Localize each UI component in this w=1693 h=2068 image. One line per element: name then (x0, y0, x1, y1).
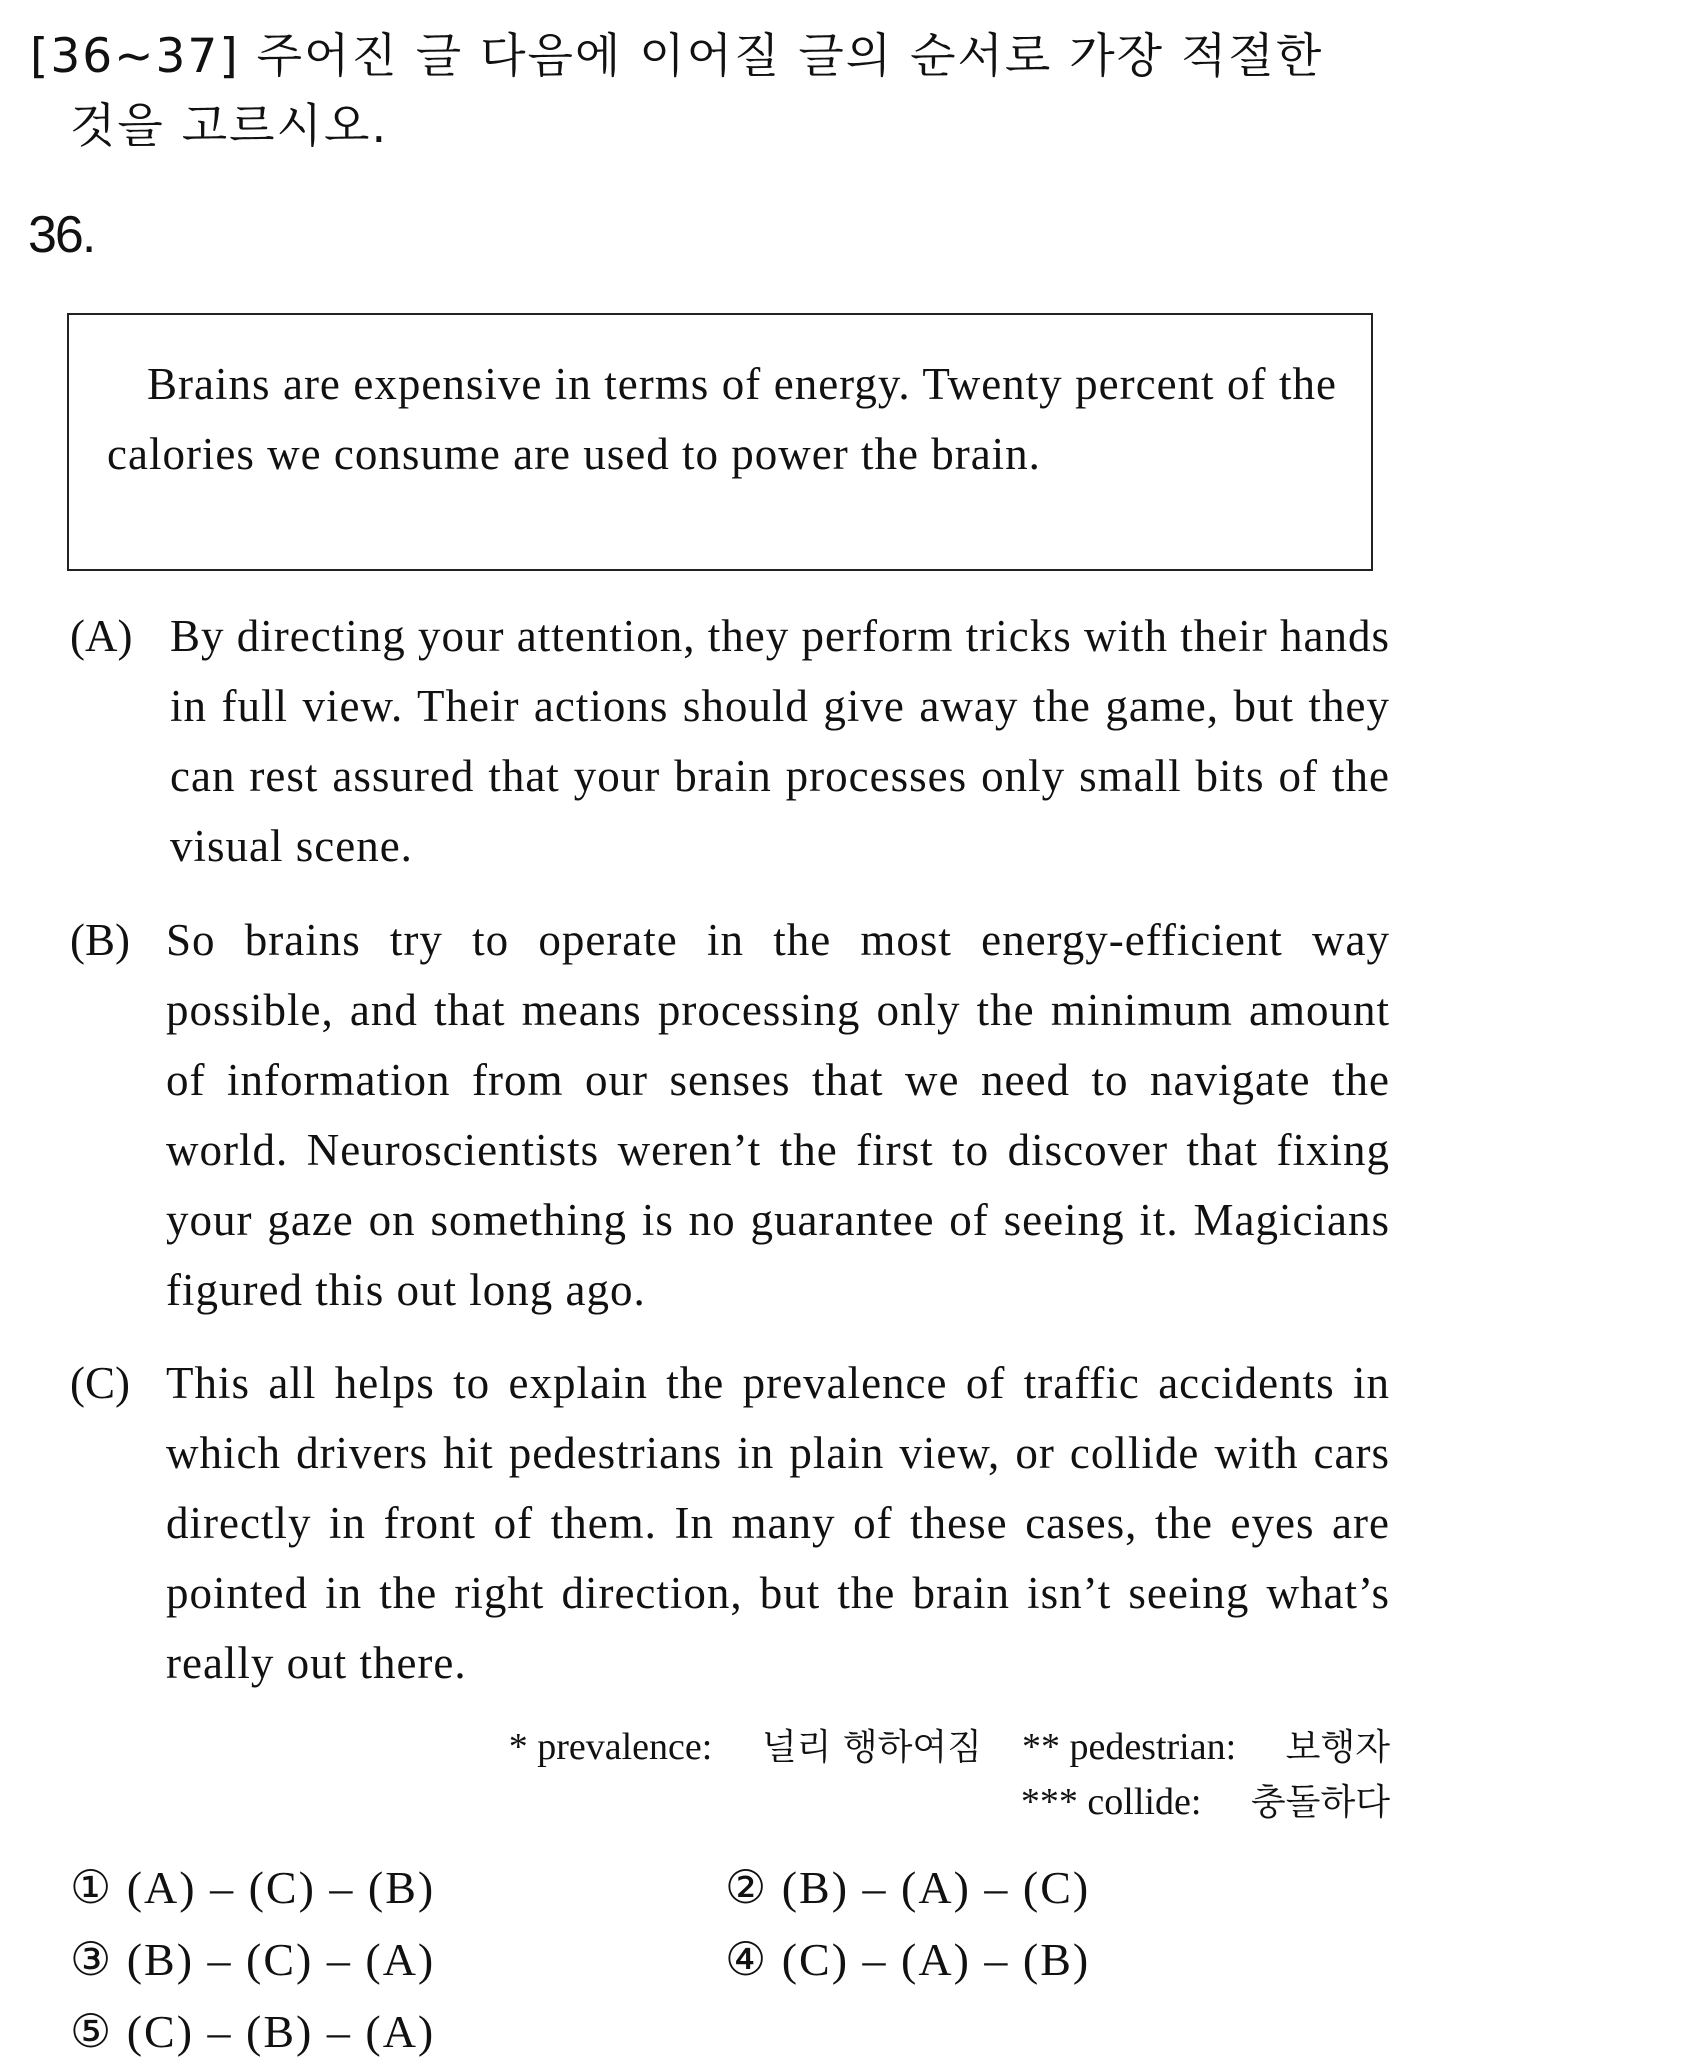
option-row-3 (70, 1996, 1390, 2068)
footnote-pedestrian (1022, 1726, 1390, 1768)
paragraph-a-label: (A) (70, 611, 133, 661)
instruction-line-1: [36~37] 주어진 글 다음에 이어질 글의 순서로 가장 적절한 (30, 29, 1324, 84)
paragraph-c-text: This all helps to explain the prevalence of traffic accidents in which drivers hit pedestrians in plain view, or collide with cars directly in front of them. In many of these cases, the eyes are pointed in the right direction, but the brain isn’t seeing what’s really out there. (166, 1358, 1390, 1688)
footnote-meaning: 널리 행하여짐 (761, 1727, 982, 1768)
paragraph-c-label: (C) (70, 1358, 130, 1408)
footnote-meaning: 충돌하다 (1250, 1782, 1390, 1823)
option-2[interactable]: ② (B) – (A) – (C) (725, 1862, 1091, 1913)
footnote-meaning: 보행자 (1285, 1727, 1390, 1768)
option-row-1 (70, 1852, 1390, 1924)
footnote-term: * prevalence: (508, 1726, 713, 1768)
option-3[interactable]: ③ (B) – (C) – (A) (70, 1934, 436, 1985)
option-4[interactable]: ④ (C) – (A) – (B) (725, 1934, 1091, 1985)
option-row-2 (70, 1924, 1390, 1996)
footnote-prevalence (509, 1726, 982, 1768)
vocabulary-footnotes (509, 1720, 1390, 1830)
footnote-row-2 (509, 1775, 1390, 1830)
footnote-row-1 (509, 1720, 1390, 1775)
paragraph-a (70, 601, 1390, 881)
paragraph-a-text: By directing your attention, they perform tricks with their hands in full view. Their actions should give away the game, but they can rest assured that your brain processes only small bits of the visual scene. (170, 611, 1390, 871)
given-text: Brains are expensive in terms of energy. Twenty percent of the calories we consume are used to power the brain. (107, 359, 1337, 479)
paragraph-c (70, 1348, 1390, 1698)
question-number: 36. (28, 206, 95, 264)
paragraph-b (70, 905, 1390, 1325)
option-1[interactable]: ① (A) – (C) – (B) (70, 1862, 436, 1913)
answer-options (70, 1852, 1390, 2068)
footnote-term: ** pedestrian: (1021, 1726, 1237, 1768)
paragraph-b-text: So brains try to operate in the most energy-efficient way possible, and that means processing only the minimum amount of information from our senses that we need to navigate the world. Neuroscientists weren’t the first to discover that fixing your gaze on something is no guarantee of seeing it. Magicians figured this out long ago. (166, 915, 1390, 1315)
instruction-line-2: 것을 고르시오. (70, 99, 389, 154)
footnote-collide (1021, 1781, 1390, 1823)
option-5[interactable]: ⑤ (C) – (B) – (A) (70, 2006, 436, 2057)
question-instruction (30, 22, 1410, 162)
footnote-term: *** collide: (1020, 1781, 1202, 1823)
given-text-box (67, 313, 1373, 571)
paragraph-b-label: (B) (70, 915, 130, 965)
